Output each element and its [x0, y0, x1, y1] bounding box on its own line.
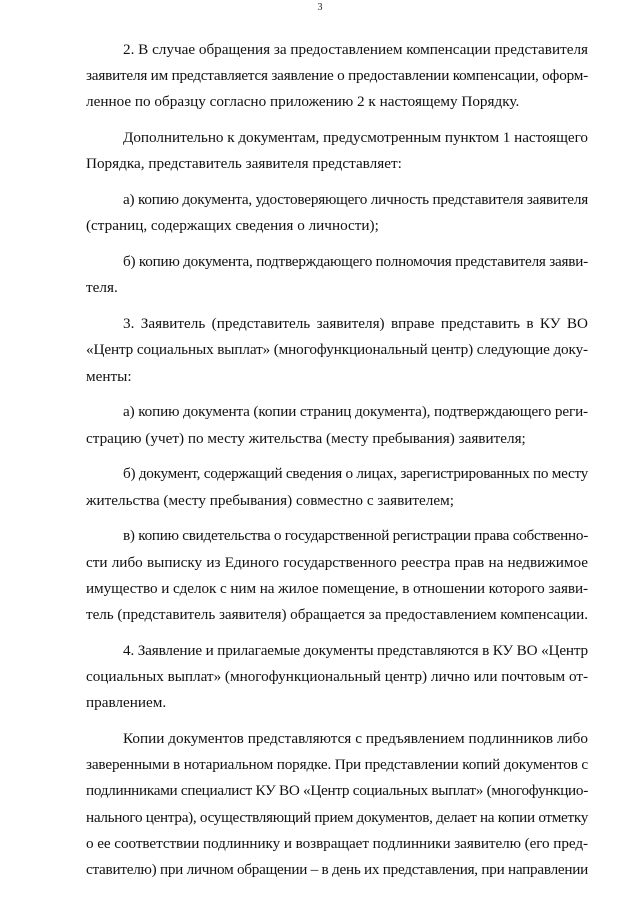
- text-line: б) копию документа, подтверждающего полномочия представителя заяви-: [123, 253, 588, 271]
- text-line: ленное по образцу согласно приложению 2 к настоящему Порядку.: [86, 93, 520, 111]
- text-line: сти либо выписку из Единого государственного реестра прав на недвижимое: [86, 553, 588, 571]
- paragraph-gap: [86, 716, 588, 726]
- document-body: [86, 37, 588, 883]
- text-line: о ее соответствии подлиннику и возвращает подлинники заявителю (его пред-: [86, 834, 588, 852]
- text-line: (страниц, содержащих сведения о личности);: [86, 217, 379, 235]
- text-line: имущество и сделок с ним на жилое помещение, в отношении которого заяви-: [86, 579, 588, 597]
- paragraph-gap: [86, 452, 588, 462]
- paragraph-gap: [86, 514, 588, 524]
- text-line: 4. Заявление и прилагаемые документы представляются в КУ ВО «Центр: [123, 641, 588, 659]
- text-line: Порядка, представитель заявителя представляет:: [86, 155, 402, 173]
- text-line: страцию (учет) по месту жительства (месту пребывания) заявителя;: [86, 429, 526, 447]
- text-line: заявителя им представляется заявление о предоставлении компенсации, оформ-: [86, 67, 588, 85]
- text-line: 2. В случае обращения за предоставлением компенсации представителя: [123, 41, 588, 58]
- text-line: тель (представитель заявителя) обращается за предоставлением компенсации.: [86, 606, 588, 624]
- text-line: жительства (месту пребывания) совместно с заявителем;: [86, 491, 454, 509]
- paragraph-gap: [86, 116, 588, 126]
- text-line: Копии документов представляются с предъявлением подлинников либо: [123, 730, 588, 748]
- text-line: а) копию документа (копии страниц документа), подтверждающего реги-: [123, 403, 588, 421]
- text-line: социальных выплат» (многофункциональный центр) лично или почтовым от-: [86, 668, 588, 686]
- text-line: б) документ, содержащий сведения о лицах, зарегистрированных по месту: [123, 465, 588, 483]
- text-line: подлинниками специалист КУ ВО «Центр социальных выплат» (многофункцио-: [86, 782, 588, 800]
- text-line: а) копию документа, удостоверяющего личность представителя заявителя: [123, 191, 588, 209]
- paragraph-gap: [86, 178, 588, 188]
- paragraph-gap: [86, 240, 588, 250]
- text-line: заверенными в нотариальном порядке. При представлении копий документов с: [86, 756, 588, 774]
- paragraph-gap: [86, 390, 588, 400]
- text-line: правлением.: [86, 694, 167, 712]
- text-line: теля.: [86, 279, 118, 297]
- text-line: менты:: [86, 367, 132, 385]
- paragraph-gap: [86, 628, 588, 638]
- text-line: ставителю) при личном обращении – в день их представления, при направлении: [86, 861, 588, 879]
- page-number: 3: [317, 2, 323, 13]
- text-line: «Центр социальных выплат» (многофункциональный центр) следующие доку-: [86, 341, 588, 359]
- text-line: 3. Заявитель (представитель заявителя) вправе представить в КУ ВО: [123, 315, 588, 333]
- paragraph-gap: [86, 302, 588, 312]
- text-line: Дополнительно к документам, предусмотренным пунктом 1 настоящего: [123, 129, 588, 147]
- text-line: в) копию свидетельства о государственной регистрации права собственно-: [123, 527, 588, 545]
- text-line: нального центра), осуществляющий прием документов, делает на копии отметку: [86, 808, 588, 826]
